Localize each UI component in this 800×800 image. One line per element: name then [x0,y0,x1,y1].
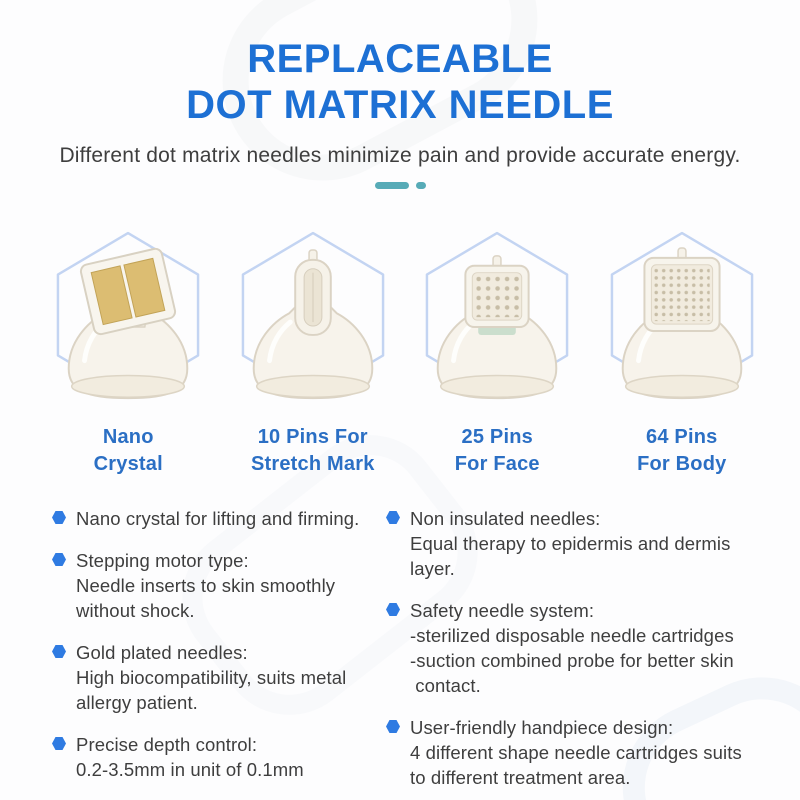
product-label-line2: Crystal [93,453,163,475]
product-label [590,424,775,478]
product-label [221,424,406,478]
feature-column-right [386,506,778,800]
feature-item [52,640,376,715]
product-10-pins [221,224,406,475]
feature-column-left [52,506,376,800]
feature-line: to different treatment area. [410,767,631,788]
feature-line: 0.2-3.5mm in unit of 0.1mm [76,759,304,780]
hexagon-bullet-icon [386,511,400,524]
feature-text [76,732,304,782]
feature-line: Needle inserts to skin smoothly [76,575,336,596]
feature-line: -suction combined probe for better skin [410,650,734,671]
divider-dash-icon [375,182,409,189]
feature-line: without shock. [76,600,195,621]
feature-item [52,732,376,782]
feature-text [76,640,346,715]
feature-text [410,715,742,790]
hexagon-bullet-icon [386,720,400,733]
hexagon-bullet-icon [52,737,66,750]
feature-text [410,598,734,698]
feature-line: Gold plated needles: [76,642,248,663]
feature-line: Stepping motor type: [76,550,249,571]
divider [0,182,800,189]
product-nano-crystal [36,224,221,475]
feature-line: Nano crystal for lifting and firming. [76,508,360,529]
product-64-pins [590,224,775,475]
feature-line: layer. [410,558,455,579]
25-pins-cartridge-image [413,246,581,414]
feature-item [52,506,376,531]
product-label-line2: Stretch Mark [250,453,375,475]
product-label-line1: 64 Pins [646,426,718,448]
product-label-line2: For Face [454,453,540,475]
feature-line: Non insulated needles: [410,508,601,529]
feature-line: contact. [410,675,481,696]
feature-item [386,506,778,581]
10-pins-cartridge-image [229,246,397,414]
product-row [36,224,774,475]
product-label-line1: 25 Pins [461,426,533,448]
header [0,36,800,189]
product-label-line2: For Body [637,453,727,475]
product-label [36,424,221,478]
product-label [405,424,590,478]
hexagon-bullet-icon [52,511,66,524]
hexagon-bullet-icon [386,603,400,616]
feature-line: Equal therapy to epidermis and dermis [410,533,731,554]
feature-item [52,548,376,623]
feature-line: -sterilized disposable needle cartridges [410,625,734,646]
feature-text [76,506,359,531]
divider-dot-icon [416,182,426,189]
product-25-pins [405,224,590,475]
nano-crystal-cartridge-image [44,246,212,414]
page-title-line2: DOT MATRIX NEEDLE [186,83,614,127]
feature-line: Precise depth control: [76,734,258,755]
feature-item [386,715,778,790]
feature-line: User-friendly handpiece design: [410,717,674,738]
subtitle: Different dot matrix needles minimize pain and provide accurate energy. [59,144,741,167]
product-label-line1: Nano [102,426,154,448]
feature-line: Safety needle system: [410,600,595,621]
page-title-line1: REPLACEABLE [247,37,553,81]
feature-text [76,548,335,623]
feature-line: allergy patient. [76,692,198,713]
product-label-line1: 10 Pins For [257,426,368,448]
feature-line: 4 different shape needle cartridges suits [410,742,742,763]
feature-section [52,506,778,800]
64-pins-cartridge-image [598,246,766,414]
feature-line: High biocompatibility, suits metal [76,667,347,688]
hexagon-bullet-icon [52,553,66,566]
hexagon-bullet-icon [52,645,66,658]
feature-text [410,506,730,581]
feature-item [386,598,778,698]
